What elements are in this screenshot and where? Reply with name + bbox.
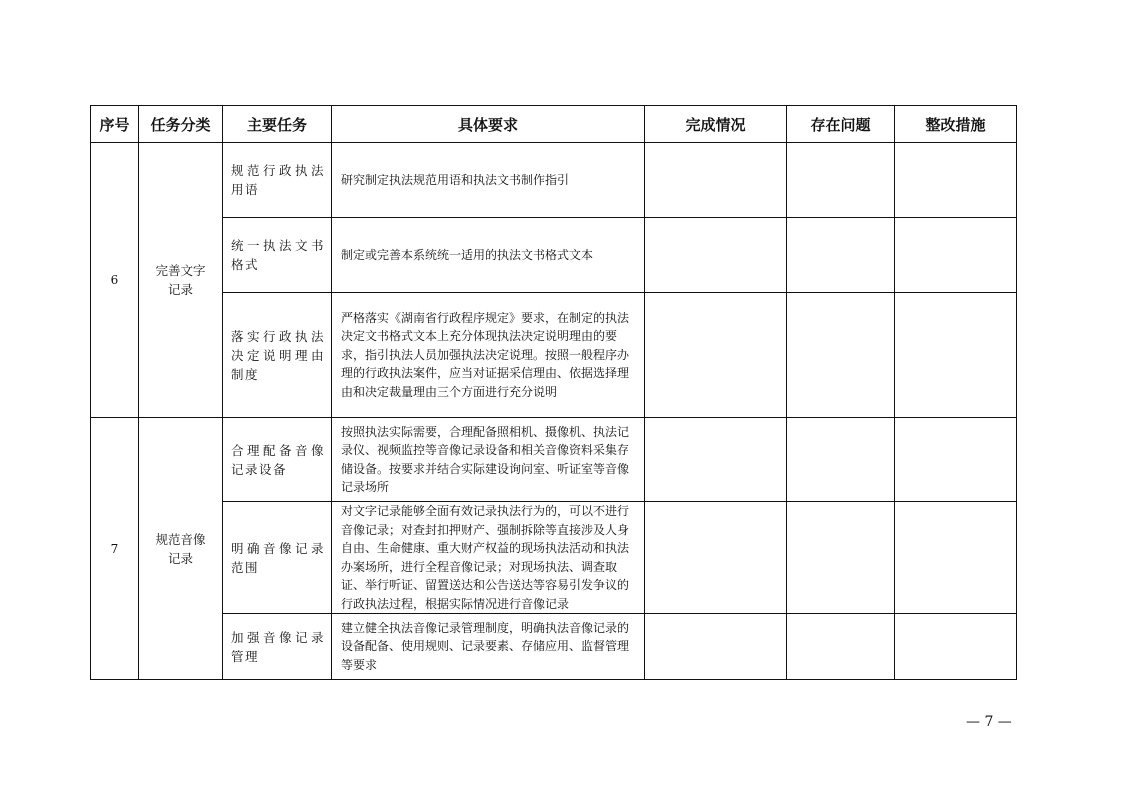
row-task: 加强音像记录管理 [223, 614, 332, 680]
row-seq: 6 [91, 143, 139, 418]
completion-cell [645, 418, 787, 502]
page-number: — 7 — [966, 714, 1012, 730]
task-table [90, 105, 1017, 680]
rectification-cell [895, 218, 1017, 293]
table-header-row [91, 106, 1017, 143]
row-task: 合理配备音像记录设备 [223, 418, 332, 502]
header-main-task: 主要任务 [223, 106, 332, 143]
header-rectification: 整改措施 [895, 106, 1017, 143]
row-requirement: 制定或完善本系统统一适用的执法文书格式文本 [332, 218, 645, 293]
completion-cell [645, 502, 787, 614]
row-task: 落实行政执法决定说明理由制度 [223, 293, 332, 418]
table-row [91, 502, 1017, 614]
table-row [91, 418, 1017, 502]
table-row [91, 218, 1017, 293]
row-requirement: 对文字记录能够全面有效记录执法行为的，可以不进行音像记录；对查封扣押财产、强制拆除等直接涉及人身自由、生命健康、重大财产权益的现场执法活动和执法办案场所，进行全程音像记录；对现场执法、调查取证、举行听证、留置送达和公告送达等容易引发争议的行政执法过程，根据实际情况进行音像记录 [332, 502, 645, 614]
header-seq: 序号 [91, 106, 139, 143]
problems-cell [787, 293, 895, 418]
problems-cell [787, 143, 895, 218]
problems-cell [787, 218, 895, 293]
table-row [91, 614, 1017, 680]
completion-cell [645, 218, 787, 293]
problems-cell [787, 614, 895, 680]
completion-cell [645, 614, 787, 680]
row-category: 规范音像记录 [139, 418, 223, 680]
row-task: 规范行政执法用语 [223, 143, 332, 218]
row-requirement: 研究制定执法规范用语和执法文书制作指引 [332, 143, 645, 218]
header-problems: 存在问题 [787, 106, 895, 143]
header-requirement: 具体要求 [332, 106, 645, 143]
problems-cell [787, 418, 895, 502]
completion-cell [645, 293, 787, 418]
row-requirement: 严格落实《湖南省行政程序规定》要求，在制定的执法决定文书格式文本上充分体现执法决定说明理由的要求，指引执法人员加强执法决定说理。按照一般程序办理的行政执法案件，应当对证据采信理由、依据选择理由和决定裁量理由三个方面进行充分说明 [332, 293, 645, 418]
table-row [91, 143, 1017, 218]
row-task: 统一执法文书格式 [223, 218, 332, 293]
problems-cell [787, 502, 895, 614]
row-requirement: 建立健全执法音像记录管理制度，明确执法音像记录的设备配备、使用规则、记录要素、存储应用、监督管理等要求 [332, 614, 645, 680]
rectification-cell [895, 502, 1017, 614]
rectification-cell [895, 614, 1017, 680]
rectification-cell [895, 293, 1017, 418]
table-row [91, 293, 1017, 418]
row-task: 明确音像记录范围 [223, 502, 332, 614]
rectification-cell [895, 143, 1017, 218]
row-category: 完善文字记录 [139, 143, 223, 418]
row-requirement: 按照执法实际需要，合理配备照相机、摄像机、执法记录仪、视频监控等音像记录设备和相关音像资料采集存储设备。按要求并结合实际建设询问室、听证室等音像记录场所 [332, 418, 645, 502]
rectification-cell [895, 418, 1017, 502]
header-category: 任务分类 [139, 106, 223, 143]
row-seq: 7 [91, 418, 139, 680]
completion-cell [645, 143, 787, 218]
header-completion: 完成情况 [645, 106, 787, 143]
